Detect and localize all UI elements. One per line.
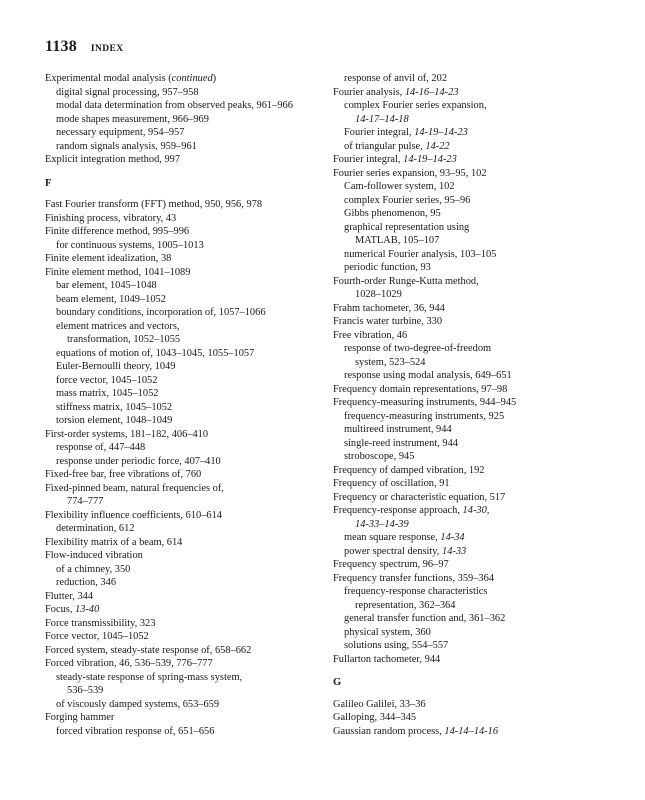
entry-text: mass matrix, 1045–1052	[56, 388, 159, 399]
index-subentry	[333, 207, 623, 221]
entry-text: graphical representation using	[344, 221, 470, 233]
entry-text: stiffness matrix, 1045–1052	[56, 401, 173, 413]
entry-text: Flexibility influence coefficients, 610–614	[45, 509, 222, 521]
index-entry	[45, 549, 335, 563]
index-entry	[333, 396, 623, 410]
entry-text: digital signal processing, 957–958	[56, 86, 199, 98]
index-subentry	[333, 612, 623, 626]
entry-text: Frequency of oscillation, 91	[333, 478, 450, 489]
index-subentry	[45, 99, 335, 113]
index-subentry	[45, 86, 335, 100]
entry-text: 536–539	[67, 685, 104, 696]
index-subentry	[45, 293, 335, 307]
index-entry	[333, 558, 623, 572]
entry-text: response of two-degree-of-freedom	[344, 343, 492, 354]
entry-text: Frequency-measuring instruments, 944–945	[333, 397, 517, 408]
index-entry	[45, 711, 335, 725]
entry-text: power spectral density,	[344, 545, 443, 557]
entry-text: Finite element idealization, 38	[45, 253, 172, 264]
entry-text: Force transmissibility, 323	[45, 617, 156, 629]
index-entry	[333, 383, 623, 397]
index-subentry	[45, 684, 335, 698]
entry-text: MATLAB, 105–107	[355, 235, 440, 246]
entry-text: 14-19–14-23	[414, 127, 468, 138]
index-subentry	[45, 671, 335, 685]
entry-text: First-order systems, 181–182, 406–410	[45, 428, 209, 440]
index-entry	[333, 504, 623, 518]
index-entry	[45, 482, 335, 496]
index-subentry	[45, 306, 335, 320]
entry-text: modal data determination from observed peaks, 961–966	[56, 100, 293, 111]
entry-text: 14-33–14-39	[355, 518, 409, 530]
entry-text: Frahm tachometer, 36, 944	[333, 302, 445, 314]
entry-text: Fast Fourier transform (FFT) method, 950, 956, 978	[45, 199, 263, 210]
index-subentry	[45, 698, 335, 712]
entry-text: 13-40	[75, 604, 100, 615]
index-entry	[45, 603, 335, 617]
entry-text: Frequency spectrum, 96–97	[333, 559, 449, 570]
entry-text: 1028–1029	[355, 289, 402, 300]
index-subentry	[333, 72, 623, 86]
entry-text: Focus,	[45, 604, 76, 615]
index-entry	[333, 572, 623, 586]
index-subentry	[45, 320, 335, 334]
entry-text: physical system, 360	[344, 626, 431, 638]
entry-text: Fixed-free bar, free vibrations of, 760	[45, 469, 202, 480]
entry-text: response under periodic force, 407–410	[56, 455, 221, 467]
index-entry	[333, 86, 623, 100]
index-entry	[45, 644, 335, 658]
entry-text: Experimental modal analysis (	[45, 73, 172, 84]
index-subentry	[45, 495, 335, 509]
index-subentry	[333, 410, 623, 424]
index-subentry	[333, 531, 623, 545]
entry-text: continued	[171, 73, 213, 84]
entry-text: determination, 612	[56, 523, 135, 534]
entry-text: 774–777	[67, 496, 104, 507]
entry-text: 14-22	[425, 140, 450, 152]
entry-text: frequency-response characteristics	[344, 586, 488, 597]
entry-text: Frequency of damped vibration, 192	[333, 464, 485, 476]
entry-text: beam element, 1049–1052	[56, 293, 166, 305]
index-subentry	[333, 113, 623, 127]
index-subentry	[45, 563, 335, 577]
entry-text: Free vibration, 46	[333, 329, 408, 341]
entry-text: representation, 362–364	[355, 599, 456, 611]
index-entry	[45, 252, 335, 266]
entry-text: equations of motion of, 1043–1045, 1055–1057	[56, 347, 255, 359]
entry-text: Cam-follower system, 102	[344, 181, 455, 192]
section-letter: F	[45, 177, 52, 189]
entry-text: of triangular pulse,	[344, 140, 426, 152]
entry-text: Forging hammer	[45, 712, 115, 723]
entry-text: Forced vibration, 46, 536–539, 776–777	[45, 658, 213, 669]
entry-text: 14-16–14-23	[404, 86, 459, 98]
entry-text: general transfer function and, 361–362	[344, 613, 506, 624]
index-entry	[45, 657, 335, 671]
index-entry	[333, 329, 623, 343]
entry-text: Gibbs phenomenon, 95	[344, 208, 441, 219]
index-subentry	[45, 239, 335, 253]
entry-text: Frequency or characteristic equation, 517	[333, 491, 506, 503]
entry-text: boundary conditions, incorporation of, 1057–1066	[56, 307, 266, 318]
entry-text: complex Fourier series, 95–96	[344, 194, 471, 206]
index-entry	[333, 167, 623, 181]
index-column-right	[333, 72, 623, 738]
entry-text: response of anvil of, 202	[344, 73, 448, 84]
entry-text: of viscously damped systems, 653–659	[56, 698, 220, 710]
index-subentry	[45, 455, 335, 469]
index-subentry	[333, 545, 623, 559]
index-subentry	[45, 441, 335, 455]
index-subentry	[45, 113, 335, 127]
entry-text: Flow-induced vibration	[45, 550, 143, 561]
index-entry	[333, 725, 623, 739]
index-entry	[45, 617, 335, 631]
index-entry	[45, 509, 335, 523]
index-subentry	[333, 518, 623, 532]
index-entry	[45, 536, 335, 550]
entry-text: reduction, 346	[56, 577, 117, 588]
index-subentry	[333, 356, 623, 370]
index-subentry	[333, 599, 623, 613]
entry-text: force vector, 1045–1052	[56, 374, 158, 386]
index-entry	[333, 711, 623, 725]
section-letter: G	[333, 677, 342, 688]
entry-text: random signals analysis, 959–961	[56, 140, 197, 152]
entry-text: Galloping, 344–345	[333, 712, 417, 723]
index-entry	[45, 153, 335, 167]
entry-text: Galileo Galilei, 33–36	[333, 698, 426, 710]
entry-text: Gaussian random process,	[333, 725, 445, 737]
index-entry	[333, 653, 623, 667]
index-subentry	[333, 180, 623, 194]
entry-text: Flutter, 344	[45, 590, 94, 602]
entry-text: Finite element method, 1041–1089	[45, 266, 191, 278]
index-entry	[333, 477, 623, 491]
entry-text: single-reed instrument, 944	[344, 437, 458, 449]
index-subentry	[45, 725, 335, 739]
entry-text: complex Fourier series expansion,	[344, 100, 487, 111]
index-entry	[45, 212, 335, 226]
entry-text: 14-34	[440, 532, 465, 543]
entry-text: Fourier analysis,	[333, 86, 405, 98]
index-subentry	[333, 639, 623, 653]
index-column-left	[45, 72, 335, 738]
page-header	[45, 38, 124, 58]
index-subentry	[45, 279, 335, 293]
index-entry	[333, 275, 623, 289]
entry-text: transformation, 1052–1055	[67, 334, 181, 345]
index-entry	[45, 590, 335, 604]
entry-text: Flexibility matrix of a beam, 614	[45, 536, 183, 548]
entry-text: 14-19–14-23	[403, 154, 457, 165]
entry-text: Fourier integral,	[344, 127, 415, 138]
entry-text: Fourier integral,	[333, 154, 404, 165]
entry-text: periodic function, 93	[344, 262, 431, 273]
index-subentry	[333, 342, 623, 356]
entry-text: Frequency domain representations, 97–98	[333, 383, 508, 395]
entry-text: Frequency-response approach,	[333, 505, 463, 516]
entry-text: of a chimney, 350	[56, 563, 131, 575]
entry-text: Finishing process, vibratory, 43	[45, 212, 177, 224]
entry-text: Explicit integration method, 997	[45, 154, 181, 165]
entry-text: Fixed-pinned beam, natural frequencies of,	[45, 482, 224, 494]
index-subentry	[45, 333, 335, 347]
index-subentry	[333, 369, 623, 383]
entry-text: response of, 447–448	[56, 442, 146, 453]
index-entry	[333, 315, 623, 329]
entry-text: response using modal analysis, 649–651	[344, 370, 512, 381]
index-entry	[333, 491, 623, 505]
entry-text: Frequency transfer functions, 359–364	[333, 572, 495, 584]
index-subentry	[333, 194, 623, 208]
entry-text: 14-14–14-16	[444, 725, 499, 737]
index-subentry	[333, 99, 623, 113]
entry-text: system, 523–524	[355, 356, 426, 368]
index-entry	[45, 266, 335, 280]
index-entry	[45, 468, 335, 482]
entry-text: mean square response,	[344, 532, 441, 543]
index-entry	[45, 630, 335, 644]
entry-text: torsion element, 1048–1049	[56, 415, 173, 426]
index-subentry	[45, 140, 335, 154]
entry-text: 14-33	[442, 545, 467, 557]
index-subentry	[333, 626, 623, 640]
entry-text: Fullarton tachometer, 944	[333, 653, 441, 665]
running-head: INDEX	[90, 44, 124, 54]
index-subentry	[45, 576, 335, 590]
index-subentry	[45, 401, 335, 415]
index-entry	[333, 302, 623, 316]
index-subentry	[333, 261, 623, 275]
index-entry	[333, 464, 623, 478]
index-subentry	[333, 585, 623, 599]
entry-text: stroboscope, 945	[344, 451, 415, 462]
entry-text: element matrices and vectors,	[56, 320, 180, 332]
index-subentry	[333, 423, 623, 437]
index-subentry	[45, 522, 335, 536]
entry-text: multireed instrument, 944	[344, 424, 452, 435]
entry-text: 14-30,	[462, 505, 490, 516]
index-subentry	[333, 450, 623, 464]
index-entry	[45, 225, 335, 239]
index-entry	[45, 428, 335, 442]
index-entry	[45, 72, 335, 86]
index-subentry	[333, 288, 623, 302]
page-number: 1138	[45, 38, 77, 55]
entry-text: mode shapes measurement, 966–969	[56, 113, 209, 125]
index-subentry	[333, 221, 623, 235]
entry-text: frequency-measuring instruments, 925	[344, 410, 505, 422]
index-subentry	[45, 414, 335, 428]
entry-text: Fourier series expansion, 93–95, 102	[333, 167, 487, 179]
entry-text: bar element, 1045–1048	[56, 280, 157, 291]
index-subentry	[45, 126, 335, 140]
entry-text: for continuous systems, 1005–1013	[56, 239, 204, 251]
index-entry	[333, 698, 623, 712]
index-subentry	[333, 437, 623, 451]
entry-text: necessary equipment, 954–957	[56, 127, 185, 138]
entry-text: Fourth-order Runge-Kutta method,	[333, 275, 479, 287]
index-subentry	[45, 347, 335, 361]
entry-text: numerical Fourier analysis, 103–105	[344, 248, 497, 260]
entry-text: Euler-Bernoulli theory, 1049	[56, 361, 176, 372]
index-entry	[333, 153, 623, 167]
entry-text: forced vibration response of, 651–656	[56, 725, 215, 737]
index-subentry	[333, 248, 623, 262]
index-entry	[45, 198, 335, 212]
entry-text: solutions using, 554–557	[344, 640, 449, 651]
index-subentry	[333, 126, 623, 140]
index-subentry	[45, 360, 335, 374]
entry-text: Force vector, 1045–1052	[45, 631, 149, 642]
index-subentry	[333, 140, 623, 154]
entry-text: 14-17–14-18	[355, 113, 409, 125]
entry-text: Finite difference method, 995–996	[45, 226, 190, 237]
entry-text: )	[212, 73, 217, 84]
index-subentry	[333, 234, 623, 248]
entry-text: Francis water turbine, 330	[333, 316, 443, 327]
entry-text: Forced system, steady-state response of, 658–662	[45, 644, 252, 656]
index-subentry	[45, 374, 335, 388]
index-subentry	[45, 387, 335, 401]
entry-text: steady-state response of spring-mass system,	[56, 671, 243, 683]
